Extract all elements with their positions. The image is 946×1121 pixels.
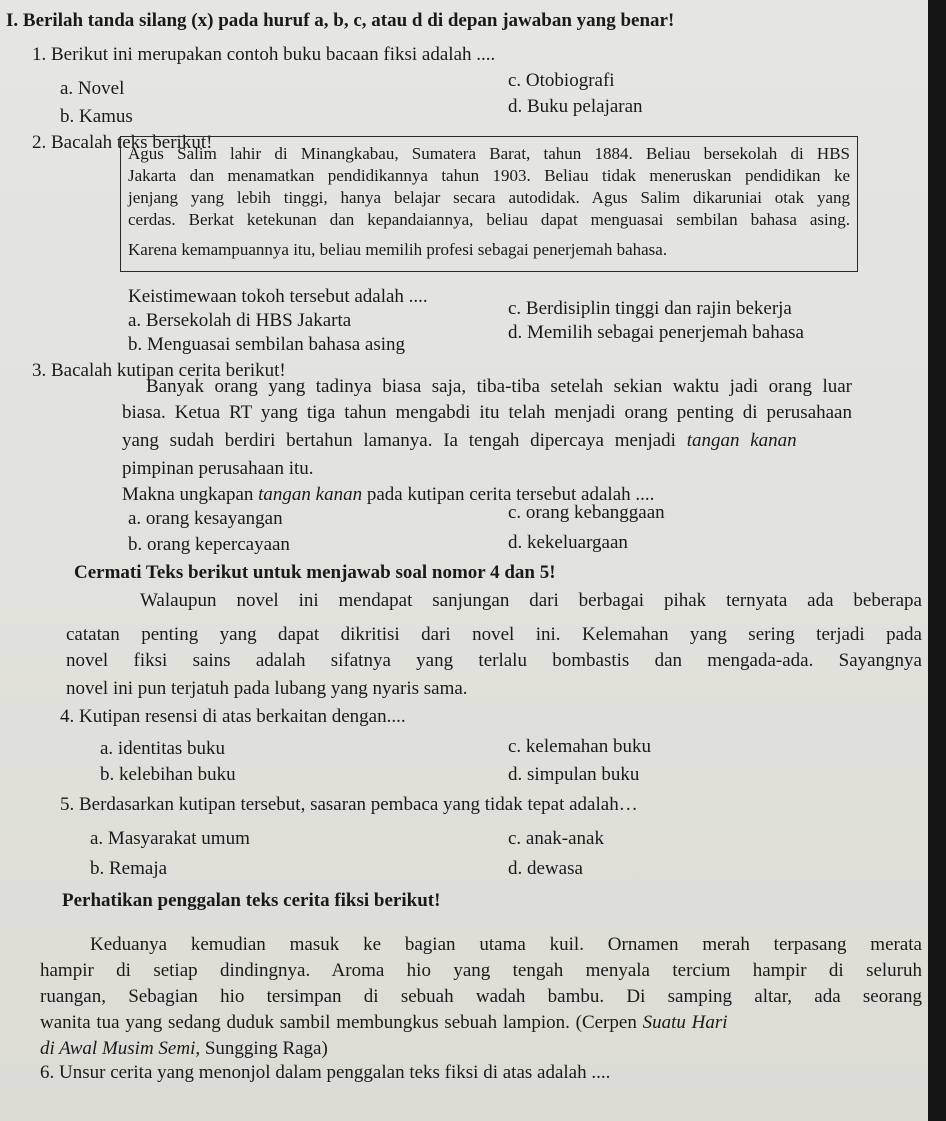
q2-passage-line: Karena kemampuannya itu, beliau memilih profesi sebagai penerjemah bahasa. (128, 240, 668, 259)
q4-question: 4. Kutipan resensi di atas berkaitan dengan.... (60, 706, 406, 727)
section-instruction: I. Berilah tanda silang (x) pada huruf a, b, c, atau d di depan jawaban yang benar! (6, 10, 675, 31)
fiction-line: wanita tua yang sedang duduk sambil membungkus sebuah lampion. (Cerpen Suatu Hari (40, 1012, 728, 1033)
q2-passage-line: Agus Salim lahir di Minangkabau, Sumatera Barat, tahun 1884. Beliau bersekolah di HBS (128, 144, 850, 163)
q3-option-d[interactable]: d. kekeluargaan (508, 532, 628, 553)
page-edge-shadow (928, 0, 946, 1121)
q2-prompt: 2. Bacalah teks berikut! (32, 132, 213, 153)
q2-option-d[interactable]: d. Memilih sebagai penerjemah bahasa (508, 322, 804, 343)
fiction-line: ruangan, Sebagian hio tersimpan di sebuah wadah bambu. Di samping altar, ada seorang (40, 986, 922, 1007)
q2-question: Keistimewaan tokoh tersebut adalah .... (128, 286, 428, 307)
q1-question: 1. Berikut ini merupakan contoh buku bacaan fiksi adalah .... (32, 44, 496, 65)
fiction-line: Keduanya kemudian masuk ke bagian utama kuil. Ornamen merah terpasang merata (90, 934, 922, 955)
q5-option-d[interactable]: d. dewasa (508, 858, 583, 879)
review-line: Walaupun novel ini mendapat sanjungan dari berbagai pihak ternyata ada beberapa (140, 590, 922, 611)
q3-question: Makna ungkapan tangan kanan pada kutipan cerita tersebut adalah .... (122, 484, 655, 505)
q3-prompt: 3. Bacalah kutipan cerita berikut! (32, 360, 286, 381)
review-heading: Cermati Teks berikut untuk menjawab soal nomor 4 dan 5! (74, 562, 556, 583)
fiction-source: di Awal Musim Semi, Sungging Raga) (40, 1038, 328, 1059)
q2-option-a[interactable]: a. Bersekolah di HBS Jakarta (128, 310, 352, 331)
fiction-heading: Perhatikan penggalan teks cerita fiksi berikut! (62, 890, 441, 911)
q4-option-b[interactable]: b. kelebihan buku (100, 764, 236, 785)
q5-option-c[interactable]: c. anak-anak (508, 828, 604, 849)
q3-option-b[interactable]: b. orang kepercayaan (128, 534, 290, 555)
q1-option-b[interactable]: b. Kamus (60, 106, 133, 127)
q2-passage-line: cerdas. Berkat ketekunan dan kepandaiannya, beliau dapat menguasai sembilan bahasa asing. (128, 210, 850, 229)
q2-option-b[interactable]: b. Menguasai sembilan bahasa asing (128, 334, 406, 355)
q5-option-a[interactable]: a. Masyarakat umum (90, 828, 250, 849)
q5-question: 5. Berdasarkan kutipan tersebut, sasaran pembaca yang tidak tepat adalah… (60, 794, 638, 815)
review-line: catatan penting yang dapat dikritisi dari novel ini. Kelemahan yang sering terjadi pada (66, 624, 922, 645)
q3-passage-line: biasa. Ketua RT yang tiga tahun mengabdi itu telah menjadi orang penting di perusahaan (122, 402, 852, 423)
q2-option-c[interactable]: c. Berdisiplin tinggi dan rajin bekerja (508, 298, 792, 319)
q2-passage-line: Jakarta dan menamatkan pendidikannya tahun 1903. Beliau tidak meneruskan pendidikan ke (128, 166, 850, 185)
q3-option-a[interactable]: a. orang kesayangan (128, 508, 283, 529)
review-line: novel ini pun terjatuh pada lubang yang nyaris sama. (66, 678, 468, 699)
q4-option-a[interactable]: a. identitas buku (100, 738, 226, 759)
q2-passage-line: jenjang yang lebih tinggi, hanya belajar secara autodidak. Agus Salim dikaruniai otak yang (128, 188, 850, 207)
q3-option-c[interactable]: c. orang kebanggaan (508, 502, 665, 523)
q4-option-d[interactable]: d. simpulan buku (508, 764, 640, 785)
fiction-line: hampir di setiap dindingnya. Aroma hio yang tengah menyala tercium hampir di seluruh (40, 960, 922, 981)
q1-option-a[interactable]: a. Novel (60, 78, 125, 99)
q3-passage-line: pimpinan perusahaan itu. (122, 458, 314, 479)
q1-option-c[interactable]: c. Otobiografi (508, 70, 615, 91)
q6-question: 6. Unsur cerita yang menonjol dalam penggalan teks fiksi di atas adalah .... (40, 1062, 611, 1083)
q1-option-d[interactable]: d. Buku pelajaran (508, 96, 643, 117)
q3-passage-line: yang sudah berdiri bertahun lamanya. Ia tengah dipercaya menjadi tangan kanan (122, 430, 797, 451)
review-line: novel fiksi sains adalah sifatnya yang terlalu bombastis dan mengada-ada. Sayangnya (66, 650, 922, 671)
q4-option-c[interactable]: c. kelemahan buku (508, 736, 651, 757)
q3-passage-line: Banyak orang yang tadinya biasa saja, tiba-tiba setelah sekian waktu jadi orang luar (146, 376, 852, 397)
q5-option-b[interactable]: b. Remaja (90, 858, 168, 879)
